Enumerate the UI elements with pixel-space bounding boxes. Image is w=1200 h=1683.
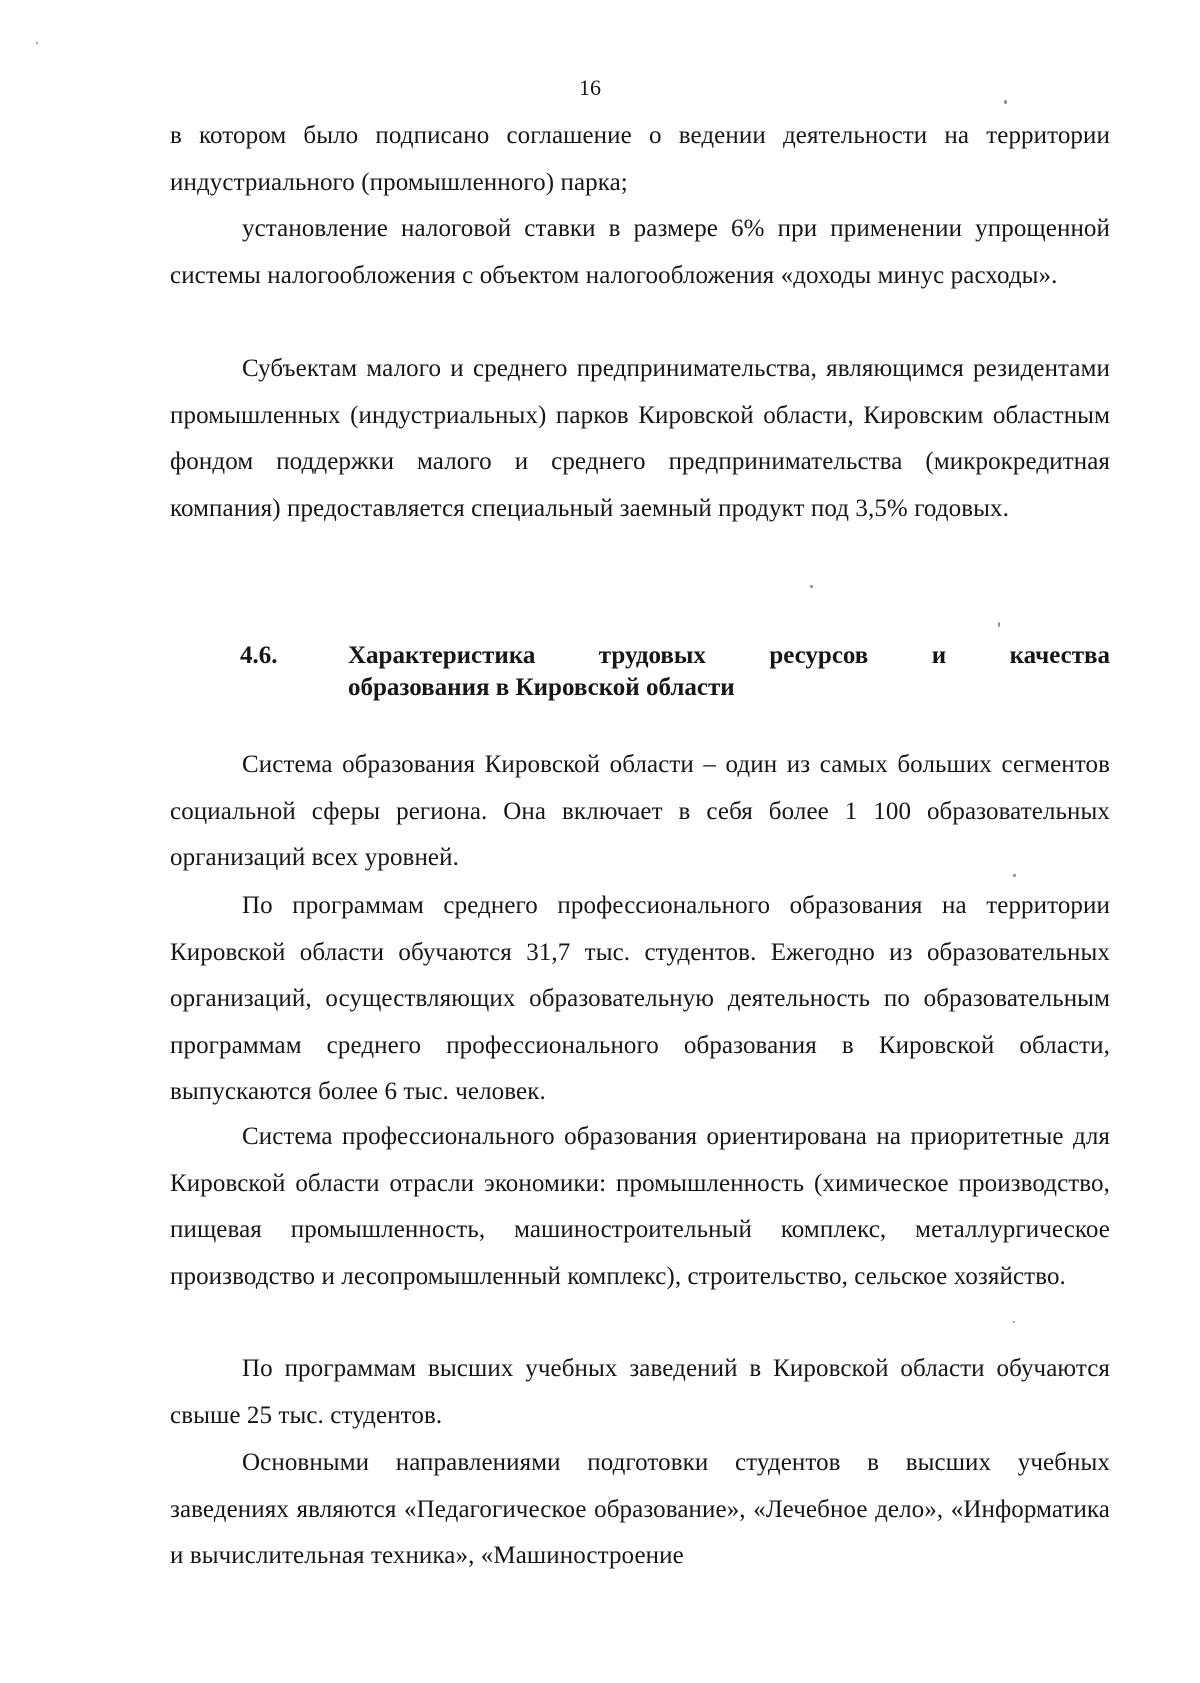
section-title [348, 640, 1110, 704]
paragraph-vocational-orientation: Система профессионального образования ориентирована на приоритетные для Кировской области отрасли экономики: промышленность (химическое производство, пищевая промышленность, машиностроительный комплекс, металлургическое производство и лесопромышленный комплекс), строительство, сельское хозяйство. [170, 1123, 1110, 1290]
paragraph-higher-education: По программам высших учебных заведений в Кировской области обучаются свыше 25 тыс. студентов. [170, 1355, 1110, 1429]
paragraph-park-agreement: в котором было подписано соглашение о ведении деятельности на территории индустриального (промышленного) парка; [170, 122, 1110, 196]
paragraph-tax-rate: установление налоговой ставки в размере 6% при применении упрощенной системы налогообложения с объектом налогообложения «доходы минус расходы». [170, 215, 1110, 289]
page-number: 16 [579, 75, 601, 100]
scan-speck [1013, 1321, 1015, 1323]
section-title-line-2: образования в Кировской области [348, 674, 735, 701]
paragraph-vocational-programs: По программам среднего профессионального образования на территории Кировской области обучаются 31,7 тыс. студентов. Ежегодно из образовательных организаций, осуществляющих образовательную деятельность по образовательным программам среднего профессионального образования в Кировской области, выпускаются более 6 тыс. человек. [170, 892, 1110, 1105]
section-title-line-1: Характеристика трудовых ресурсов и качества [348, 642, 1110, 669]
paragraph-education-system: Система образования Кировской области – один из самых больших сегментов социальной сферы региона. Она включает в себя более 1 100 образовательных организаций всех уровней. [170, 751, 1110, 871]
section-number: 4.6. [240, 642, 278, 669]
paragraph-study-directions: Основными направлениями подготовки студентов в высших учебных заведениях являются «Педагогическое образование», «Лечебное дело», «Информатика и вычислительная техника», «Машиностроение [170, 1449, 1110, 1569]
paragraph-sme-loan: Субъектам малого и среднего предпринимательства, являющимся резидентами промышленных (индустриальных) парков Кировской области, Кировским областным фондом поддержки малого и среднего предпринимательства (микрокредитная компания) предоставляется специальный заемный продукт под 3,5% годовых. [170, 355, 1110, 522]
scan-speck [1013, 874, 1016, 877]
scan-speck [998, 622, 1000, 627]
scan-speck [36, 42, 38, 44]
scan-speck [810, 585, 813, 588]
scan-speck [1004, 100, 1007, 104]
